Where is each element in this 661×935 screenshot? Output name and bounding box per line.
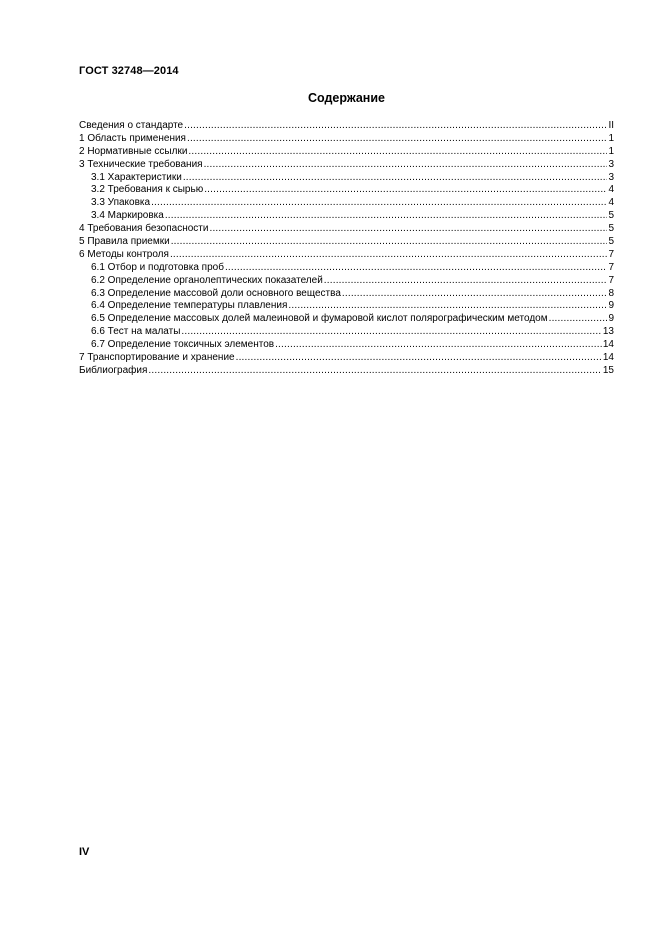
toc-entry-raw-materials[interactable] bbox=[79, 184, 614, 197]
toc-entry-label: 2 Нормативные ссылки bbox=[79, 145, 188, 157]
toc-entry-page: 7 bbox=[608, 274, 614, 286]
dot-leader bbox=[204, 184, 607, 197]
toc-entry-page: 8 bbox=[608, 287, 614, 299]
toc-entry-normative-references[interactable] bbox=[79, 146, 614, 159]
toc-entry-malate-test[interactable] bbox=[79, 326, 614, 339]
table-of-contents bbox=[79, 120, 614, 378]
dot-leader bbox=[165, 210, 608, 223]
toc-entry-characteristics[interactable] bbox=[79, 172, 614, 185]
toc-entry-page: 14 bbox=[602, 339, 614, 351]
dot-leader bbox=[187, 133, 607, 146]
dot-leader bbox=[225, 262, 608, 275]
page-number: IV bbox=[79, 846, 90, 858]
toc-entry-acceptance-rules[interactable] bbox=[79, 236, 614, 249]
toc-entry-scope[interactable] bbox=[79, 133, 614, 146]
toc-entry-toxic-elements[interactable] bbox=[79, 339, 614, 352]
toc-entry-page: 13 bbox=[602, 326, 614, 338]
toc-entry-label: 6.6 Тест на малаты bbox=[91, 326, 181, 338]
toc-entry-transport-storage[interactable] bbox=[79, 352, 614, 365]
toc-entry-label: 7 Транспортирование и хранение bbox=[79, 352, 235, 364]
toc-entry-label: 3.4 Маркировка bbox=[91, 210, 164, 222]
toc-entry-page: 3 bbox=[608, 171, 614, 183]
toc-entry-label: 4 Требования безопасности bbox=[79, 223, 209, 235]
dot-leader bbox=[184, 120, 607, 133]
toc-entry-page: 1 bbox=[608, 132, 614, 144]
toc-entry-maleic-fumaric-acids[interactable] bbox=[79, 313, 614, 326]
toc-entry-page: II bbox=[608, 120, 614, 131]
toc-entry-page: 3 bbox=[608, 158, 614, 170]
toc-entry-label: 3.2 Требования к сырью bbox=[91, 184, 204, 196]
toc-entry-label: 6 Методы контроля bbox=[79, 248, 169, 260]
toc-entry-technical-requirements[interactable] bbox=[79, 159, 614, 172]
dot-leader bbox=[549, 313, 608, 326]
toc-entry-page: 9 bbox=[608, 300, 614, 312]
toc-title: Содержание bbox=[307, 91, 385, 105]
toc-entry-page: 7 bbox=[608, 248, 614, 260]
dot-leader bbox=[188, 146, 607, 159]
dot-leader bbox=[148, 365, 601, 378]
toc-entry-page: 5 bbox=[608, 210, 614, 222]
dot-leader bbox=[275, 339, 602, 352]
toc-entry-page: 5 bbox=[608, 236, 614, 248]
toc-entry-label: 6.2 Определение органолептических показателей bbox=[91, 274, 323, 286]
toc-entry-main-substance[interactable] bbox=[79, 288, 614, 301]
toc-entry-safety-requirements[interactable] bbox=[79, 223, 614, 236]
toc-entry-page: 9 bbox=[608, 313, 614, 325]
toc-entry-label: 6.7 Определение токсичных элементов bbox=[91, 339, 275, 351]
toc-entry-packaging[interactable] bbox=[79, 197, 614, 210]
dot-leader bbox=[183, 172, 608, 185]
dot-leader bbox=[171, 236, 608, 249]
toc-entry-sampling[interactable] bbox=[79, 262, 614, 275]
dot-leader bbox=[288, 300, 607, 313]
dot-leader bbox=[151, 197, 607, 210]
dot-leader bbox=[181, 326, 601, 339]
dot-leader bbox=[170, 249, 608, 262]
toc-entry-marking[interactable] bbox=[79, 210, 614, 223]
toc-entry-bibliography[interactable] bbox=[79, 365, 614, 378]
toc-entry-label: 6.1 Отбор и подготовка проб bbox=[91, 261, 224, 273]
toc-entry-organoleptic[interactable] bbox=[79, 275, 614, 288]
toc-entry-label: 3.1 Характеристики bbox=[91, 171, 182, 183]
toc-entry-label: 1 Область применения bbox=[79, 132, 186, 144]
toc-entry-page: 14 bbox=[602, 352, 614, 364]
dot-leader bbox=[209, 223, 607, 236]
toc-entry-label: 3.3 Упаковка bbox=[91, 197, 151, 209]
dot-leader bbox=[236, 352, 602, 365]
toc-entry-page: 5 bbox=[608, 223, 614, 235]
toc-entry-about-standard[interactable] bbox=[79, 120, 614, 133]
toc-entry-melting-point[interactable] bbox=[79, 300, 614, 313]
toc-entry-label: 3 Технические требования bbox=[79, 158, 203, 170]
dot-leader bbox=[324, 275, 608, 288]
toc-entry-label: 6.3 Определение массовой доли основного вещества bbox=[91, 287, 341, 299]
toc-entry-page: 1 bbox=[608, 145, 614, 157]
toc-entry-label: 5 Правила приемки bbox=[79, 236, 170, 248]
toc-entry-page: 4 bbox=[608, 197, 614, 209]
toc-entry-label: Сведения о стандарте bbox=[79, 120, 184, 131]
toc-entry-label: Библиография bbox=[79, 364, 148, 376]
toc-entry-test-methods[interactable] bbox=[79, 249, 614, 262]
toc-entry-label: 6.4 Определение температуры плавления bbox=[91, 300, 288, 312]
toc-entry-page: 4 bbox=[608, 184, 614, 196]
dot-leader bbox=[204, 159, 608, 172]
toc-entry-page: 15 bbox=[602, 364, 614, 376]
toc-entry-page: 7 bbox=[608, 261, 614, 273]
toc-entry-label: 6.5 Определение массовых долей малеиновой и фумаровой кислот полярографическим методом bbox=[91, 313, 548, 325]
dot-leader bbox=[342, 288, 608, 301]
document-code: ГОСТ 32748—2014 bbox=[79, 65, 179, 77]
